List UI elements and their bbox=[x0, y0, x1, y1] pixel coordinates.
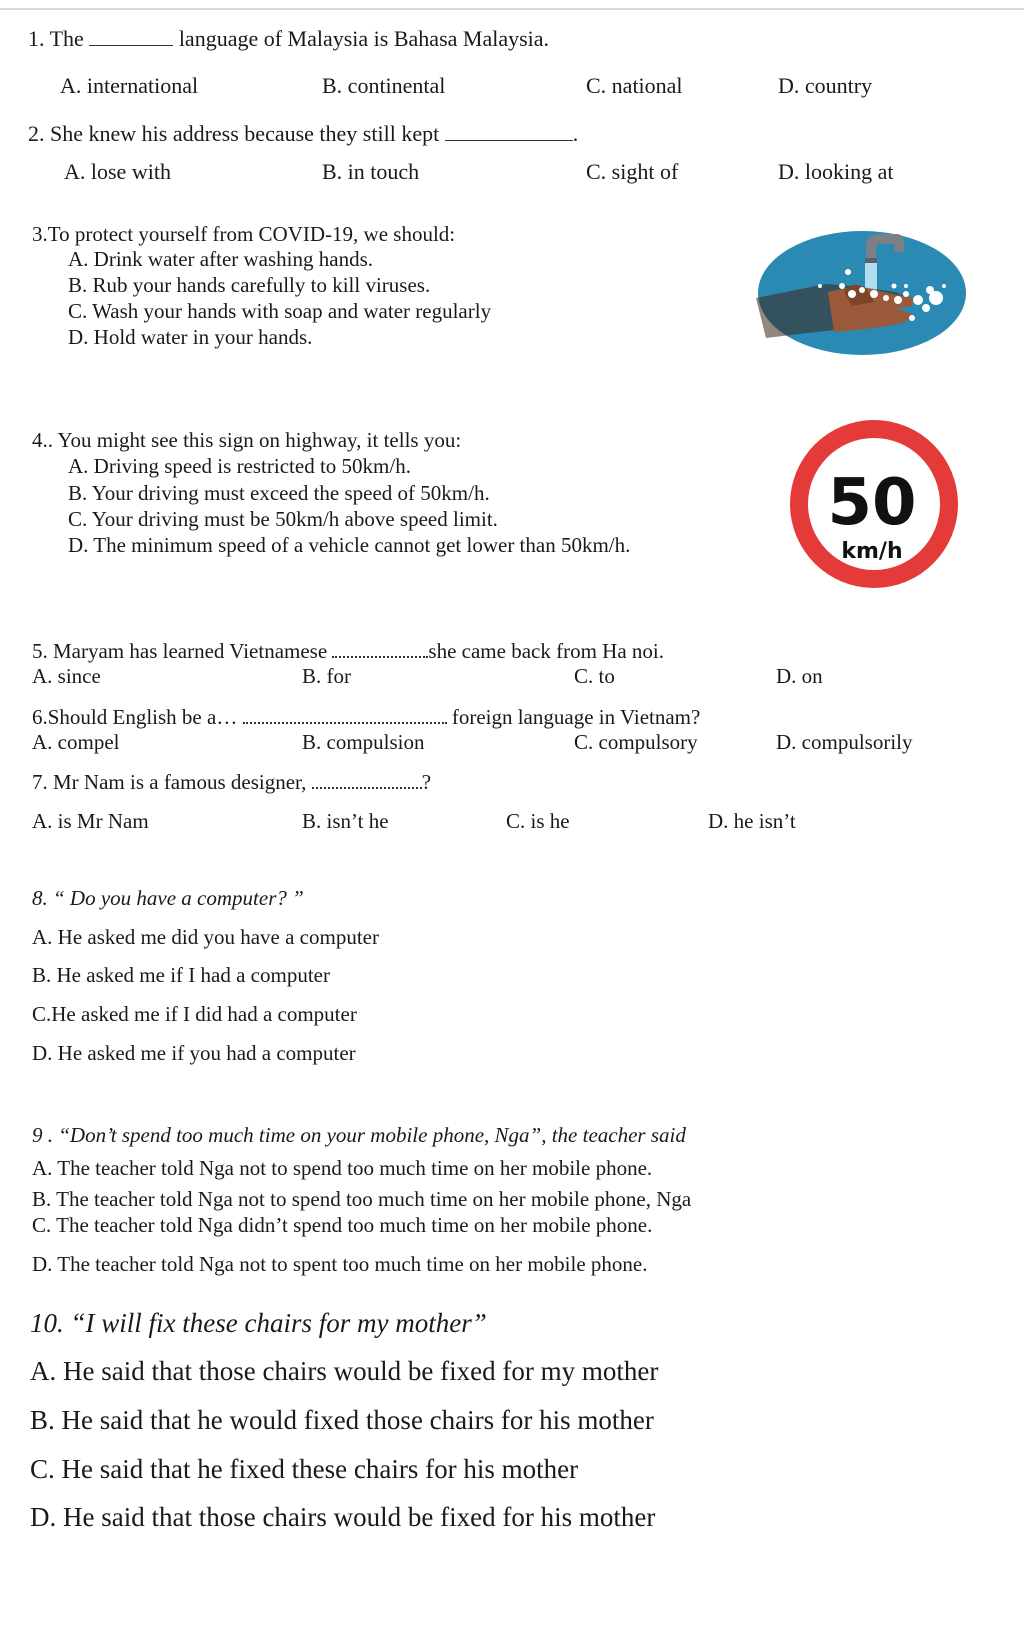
q8-option-a[interactable]: A. He asked me did you have a computer bbox=[32, 925, 379, 949]
q2-option-b[interactable]: B. in touch bbox=[322, 159, 420, 184]
question-5 bbox=[32, 638, 664, 664]
q1-option-b[interactable]: B. continental bbox=[322, 73, 446, 98]
q5-option-b[interactable]: B. for bbox=[302, 664, 351, 688]
q3-option-a[interactable]: A. Drink water after washing hands. bbox=[68, 247, 373, 271]
q7-option-a[interactable]: A. is Mr Nam bbox=[32, 809, 149, 833]
q3-option-c[interactable]: C. Wash your hands with soap and water regularly bbox=[68, 299, 492, 323]
q4-option-d[interactable]: D. The minimum speed of a vehicle cannot get lower than 50km/h. bbox=[68, 533, 631, 557]
top-divider bbox=[0, 8, 1024, 10]
q1-number: 1. bbox=[28, 26, 45, 51]
q10-option-a[interactable]: A. He said that those chairs would be fixed for my mother bbox=[30, 1356, 659, 1386]
question-8: 8. “ Do you have a computer? ” bbox=[32, 886, 304, 910]
q7-text-pre: 7. Mr Nam is a famous designer, bbox=[32, 770, 307, 794]
q4-option-b[interactable]: B. Your driving must exceed the speed of 50km/h. bbox=[68, 481, 490, 505]
q5-option-d[interactable]: D. on bbox=[776, 664, 823, 688]
q9-option-d[interactable]: D. The teacher told Nga not to spent too much time on her mobile phone. bbox=[32, 1252, 648, 1276]
q6-option-c[interactable]: C. compulsory bbox=[574, 730, 698, 754]
question-2 bbox=[28, 121, 578, 147]
q1-text-pre: The bbox=[49, 26, 84, 51]
q1-text-post: language of Malaysia is Bahasa Malaysia. bbox=[178, 26, 550, 51]
question-3: 3.To protect yourself from COVID-19, we should: bbox=[32, 222, 456, 246]
q7-option-c[interactable]: C. is he bbox=[506, 809, 570, 833]
q1-option-c[interactable]: C. national bbox=[586, 73, 683, 98]
q10-option-c[interactable]: C. He said that he fixed these chairs for his mother bbox=[30, 1454, 579, 1484]
q2-option-a[interactable]: A. lose with bbox=[64, 159, 171, 184]
q10-option-d[interactable]: D. He said that those chairs would be fixed for his mother bbox=[30, 1502, 656, 1532]
q2-text: 2. She knew his address because they still kept bbox=[28, 121, 440, 146]
question-10: 10. “I will fix these chairs for my mother” bbox=[30, 1308, 487, 1338]
q5-blank bbox=[332, 638, 428, 658]
q2-option-c[interactable]: C. sight of bbox=[586, 159, 679, 184]
q2-option-d[interactable]: D. looking at bbox=[778, 159, 894, 184]
q9-option-c[interactable]: C. The teacher told Nga didn’t spend too much time on her mobile phone. bbox=[32, 1213, 653, 1237]
q9-option-b[interactable]: B. The teacher told Nga not to spend too much time on her mobile phone, Nga bbox=[32, 1187, 692, 1211]
q4-option-a[interactable]: A. Driving speed is restricted to 50km/h. bbox=[68, 454, 411, 478]
q7-option-d[interactable]: D. he isn’t bbox=[708, 809, 796, 833]
q8-option-c[interactable]: C.He asked me if I did had a computer bbox=[32, 1002, 357, 1026]
speed-sign-unit: km/h bbox=[841, 539, 903, 564]
question-7 bbox=[32, 769, 431, 795]
q8-option-b[interactable]: B. He asked me if I had a computer bbox=[32, 963, 330, 987]
q6-text-pre: 6.Should English be a… bbox=[32, 705, 238, 729]
q3-option-d[interactable]: D. Hold water in your hands. bbox=[68, 325, 313, 349]
q6-blank bbox=[243, 704, 447, 724]
q7-blank bbox=[312, 769, 422, 789]
q5-text-post: she came back from Ha noi. bbox=[428, 639, 664, 663]
q9-option-a[interactable]: A. The teacher told Nga not to spend too much time on her mobile phone. bbox=[32, 1156, 653, 1180]
q6-text-post: foreign language in Vietnam? bbox=[451, 705, 701, 729]
q7-option-b[interactable]: B. isn’t he bbox=[302, 809, 389, 833]
question-4: 4.. You might see this sign on highway, it tells you: bbox=[32, 428, 462, 452]
question-1 bbox=[28, 26, 549, 52]
q8-option-d[interactable]: D. He asked me if you had a computer bbox=[32, 1041, 356, 1065]
q3-option-b[interactable]: B. Rub your hands carefully to kill viruses. bbox=[68, 273, 431, 297]
q1-option-a[interactable]: A. international bbox=[60, 73, 199, 98]
speed-limit-sign bbox=[786, 416, 962, 592]
q5-option-c[interactable]: C. to bbox=[574, 664, 615, 688]
q1-option-d[interactable]: D. country bbox=[778, 73, 873, 98]
q4-option-c[interactable]: C. Your driving must be 50km/h above speed limit. bbox=[68, 507, 498, 531]
q5-option-a[interactable]: A. since bbox=[32, 664, 101, 688]
question-9: 9 . “Don’t spend too much time on your mobile phone, Nga”, the teacher said bbox=[32, 1123, 686, 1147]
q5-text-pre: 5. Maryam has learned Vietnamese bbox=[32, 639, 328, 663]
q2-blank bbox=[445, 122, 573, 141]
handwashing-illustration bbox=[756, 228, 968, 358]
q6-option-d[interactable]: D. compulsorily bbox=[776, 730, 913, 754]
q6-option-a[interactable]: A. compel bbox=[32, 730, 120, 754]
q10-option-b[interactable]: B. He said that he would fixed those chairs for his mother bbox=[30, 1405, 654, 1435]
speed-sign-number: 50 bbox=[827, 466, 917, 540]
q6-option-b[interactable]: B. compulsion bbox=[302, 730, 425, 754]
q2-end: . bbox=[572, 121, 579, 146]
question-6 bbox=[32, 704, 700, 730]
q7-text-post: ? bbox=[421, 770, 432, 794]
q1-blank bbox=[89, 27, 173, 46]
